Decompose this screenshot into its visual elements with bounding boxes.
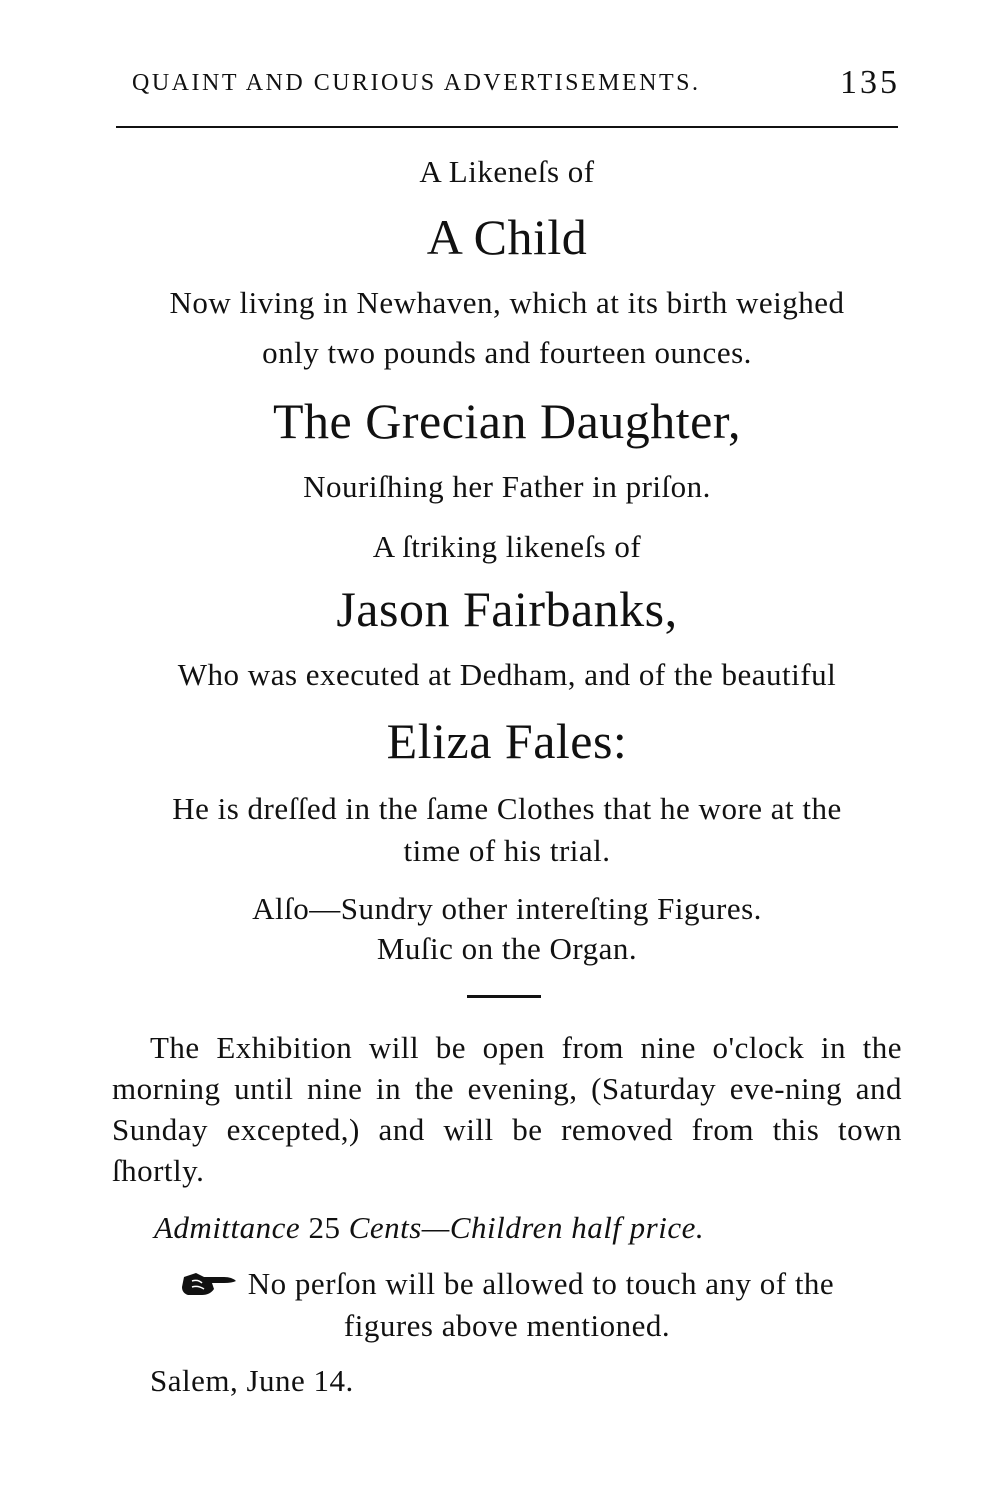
also-line-1: Alſo—Sundry other intereſting Figures. xyxy=(252,891,762,926)
intro-3: A ſtriking likeneſs of xyxy=(372,529,642,564)
pointing-hand-icon xyxy=(180,1269,240,1297)
subject-jason-fairbanks: Jason Fairbanks, xyxy=(336,581,678,637)
section-divider xyxy=(467,995,541,998)
subject-eliza-fales: Eliza Fales: xyxy=(386,713,628,769)
running-title: QUAINT AND CURIOUS ADVERTISEMENTS. xyxy=(132,70,701,96)
page-header xyxy=(112,64,900,104)
notice-line-2: figures above mentioned. xyxy=(343,1308,671,1343)
desc-eliza-line-1: He is dreſſed in the ſame Clothes that he wore at the xyxy=(172,791,842,826)
page-number: 135 xyxy=(840,64,900,101)
desc-eliza-line-2: time of his trial. xyxy=(403,833,611,868)
admittance-terms: Cents—Children half price. xyxy=(348,1210,705,1245)
desc-grecian-daughter: Nouriſhing her Father in priſon. xyxy=(303,469,711,504)
admittance-price: 25 xyxy=(308,1210,341,1245)
desc-child-line-2: only two pounds and fourteen ounces. xyxy=(262,335,752,370)
admittance-line xyxy=(112,1208,902,1248)
signoff: Salem, June 14. xyxy=(150,1363,354,1398)
notice-text-1: No perſon will be allowed to touch any of the xyxy=(247,1266,835,1301)
notice-line-1 xyxy=(112,1264,902,1304)
header-rule xyxy=(116,126,898,128)
also-line-2: Muſic on the Organ. xyxy=(376,931,638,966)
subject-child: A Child xyxy=(426,209,588,265)
admittance-label: Admittance xyxy=(154,1210,301,1245)
exhibition-paragraph: The Exhibition will be open from nine o'clock in the morning until nine in the evening, (Saturday eve-ning and Sunday excepted,) and will be removed from this town ſhortly. xyxy=(112,1030,902,1188)
desc-child-line-1: Now living in Newhaven, which at its birth weighed xyxy=(169,285,845,320)
subject-grecian-daughter: The Grecian Daughter, xyxy=(273,393,741,449)
intro-1: A Likeneſs of xyxy=(419,154,595,189)
desc-jason-fairbanks: Who was executed at Dedham, and of the beautiful xyxy=(177,657,837,692)
